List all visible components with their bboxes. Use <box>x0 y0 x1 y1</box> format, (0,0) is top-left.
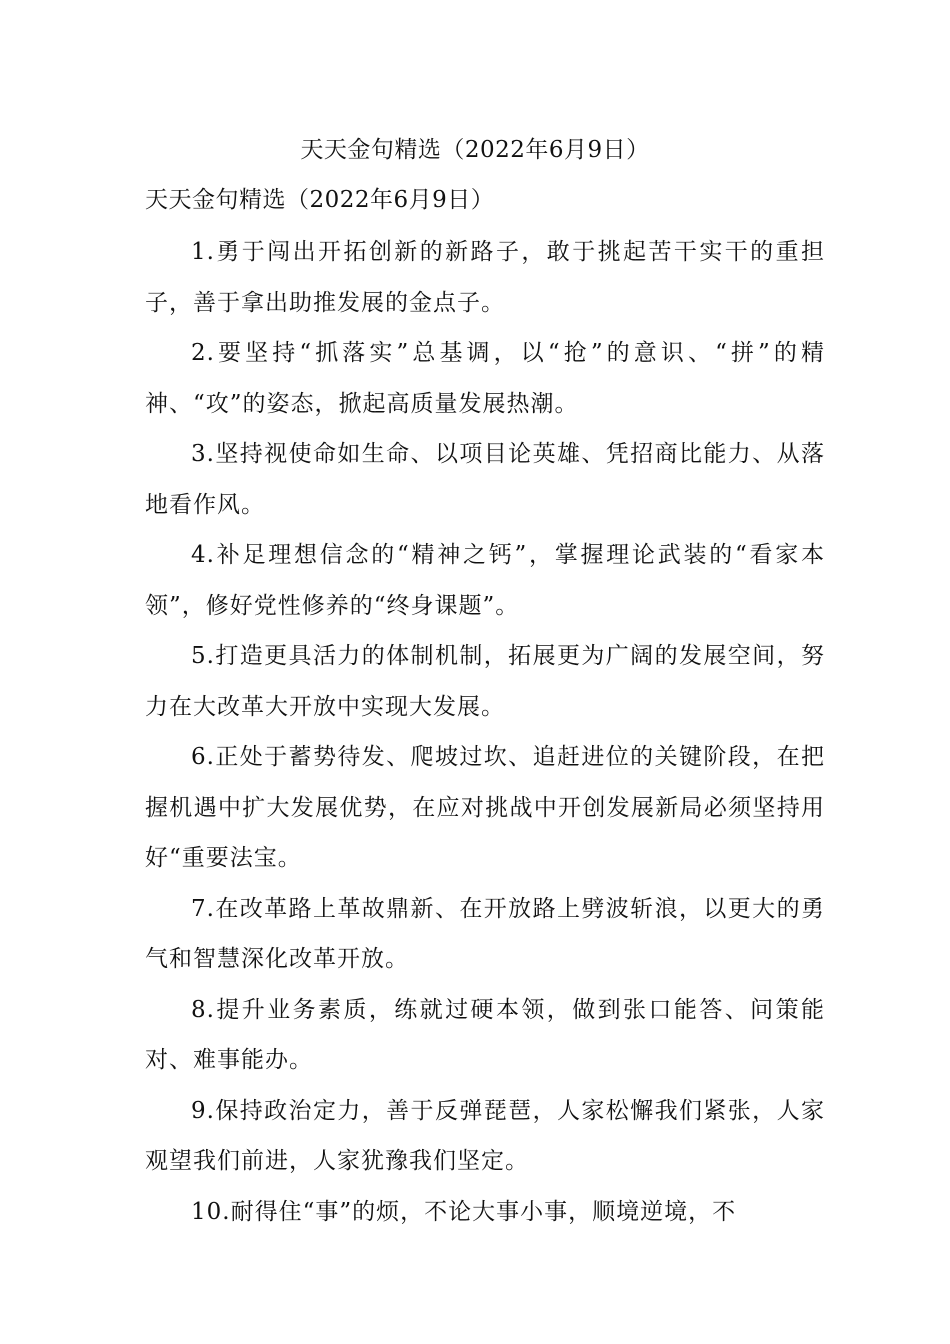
quote-paragraph-1: 1.勇于闯出开拓创新的新路子，敢于挑起苦干实干的重担子，善于拿出助推发展的金点子。 <box>145 239 825 316</box>
quote-paragraph-2: 2.要坚持“抓落实”总基调，以“抢”的意识、“拼”的精神、“攻”的姿态，掀起高质量发展热潮。 <box>145 340 825 417</box>
quote-paragraph-5: 5.打造更具活力的体制机制，拓展更为广阔的发展空间，努力在大改革大开放中实现大发展。 <box>145 643 825 720</box>
quote-paragraph-4: 4.补足理想信念的“精神之钙”，掌握理论武装的“看家本领”，修好党性修养的“终身课题”。 <box>145 542 825 619</box>
quote-paragraph-6: 6.正处于蓄势待发、爬坡过坎、追赶进位的关键阶段，在把握机遇中扩大发展优势，在应对挑战中开创发展新局必须坚持用好“重要法宝。 <box>145 744 825 871</box>
document-body <box>145 227 825 1237</box>
quote-paragraph-7: 7.在改革路上革故鼎新、在开放路上劈波斩浪，以更大的勇气和智慧深化改革开放。 <box>145 895 825 972</box>
document-subtitle: 天天金句精选（2022年6月9日） <box>145 187 495 213</box>
quote-paragraph-10: 10.耐得住“事”的烦，不论大事小事，顺境逆境，不 <box>191 1198 737 1225</box>
quote-paragraph-8: 8.提升业务素质，练就过硬本领，做到张口能答、问策能对、难事能办。 <box>145 996 825 1073</box>
quote-paragraph-3: 3.坚持视使命如生命、以项目论英雄、凭招商比能力、从落地看作风。 <box>145 441 825 518</box>
document-title: 天天金句精选（2022年6月9日） <box>300 137 650 163</box>
quote-paragraph-9: 9.保持政治定力，善于反弹琵琶，人家松懈我们紧张，人家观望我们前进，人家犹豫我们坚定。 <box>145 1097 825 1174</box>
